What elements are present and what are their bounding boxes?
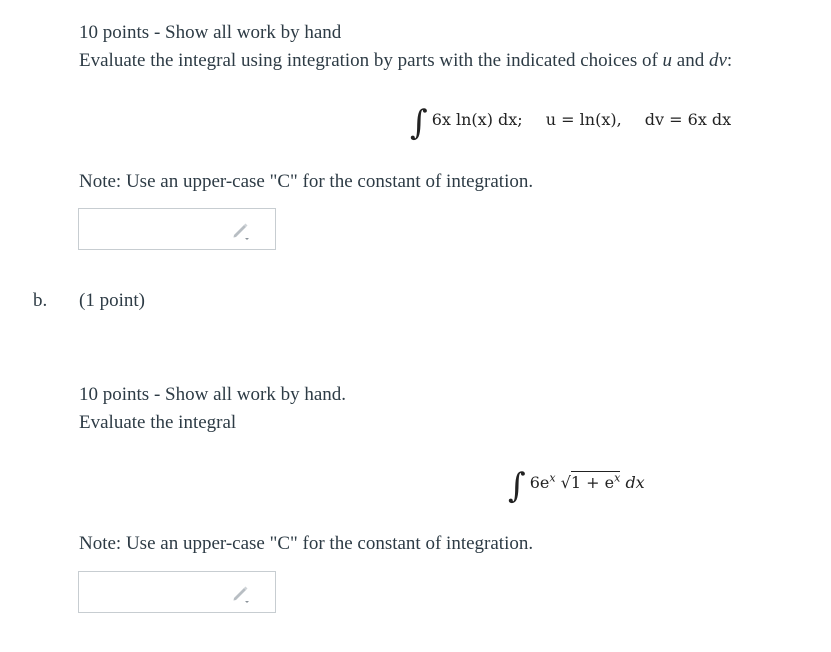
q2-integral-expression: ∫ $6e^x$ $√1 + e^x$ dx	[508, 466, 645, 506]
q2-note: Note: Use an upper-case "C" for the constant of integration.	[79, 533, 534, 554]
pencil-icon[interactable]	[231, 583, 251, 603]
sqrt-expression: $√1 + e^x$	[560, 471, 621, 492]
q1-integral-expression	[410, 94, 732, 143]
q1-integrand: 6x ln(x) dx;	[431, 110, 523, 129]
pencil-icon[interactable]	[231, 220, 251, 240]
dv-variable: dv	[708, 50, 727, 71]
q1-answer-input[interactable]	[78, 208, 276, 250]
q1-header: 10 points - Show all work by hand	[79, 22, 342, 43]
part-b-points: (1 point)	[79, 290, 145, 311]
u-variable: u	[662, 50, 673, 71]
q2-differential: dx	[625, 473, 645, 492]
q2-answer-input[interactable]	[78, 571, 276, 613]
part-b-label: b.	[33, 290, 48, 311]
q2-header: 10 points - Show all work by hand.	[79, 384, 347, 405]
q1-note: Note: Use an upper-case "C" for the constant of integration.	[79, 171, 534, 192]
integral-sign: ∫	[508, 466, 526, 506]
dv-choice: dv = 6x dx	[644, 110, 732, 129]
q2-instruction: Evaluate the integral	[79, 412, 237, 433]
u-choice: u = ln(x),	[545, 110, 622, 129]
q1-instruction: Evaluate the integral using integration by parts with the indicated choices of u and dv:	[79, 50, 733, 71]
integral-sign: ∫	[410, 103, 428, 143]
